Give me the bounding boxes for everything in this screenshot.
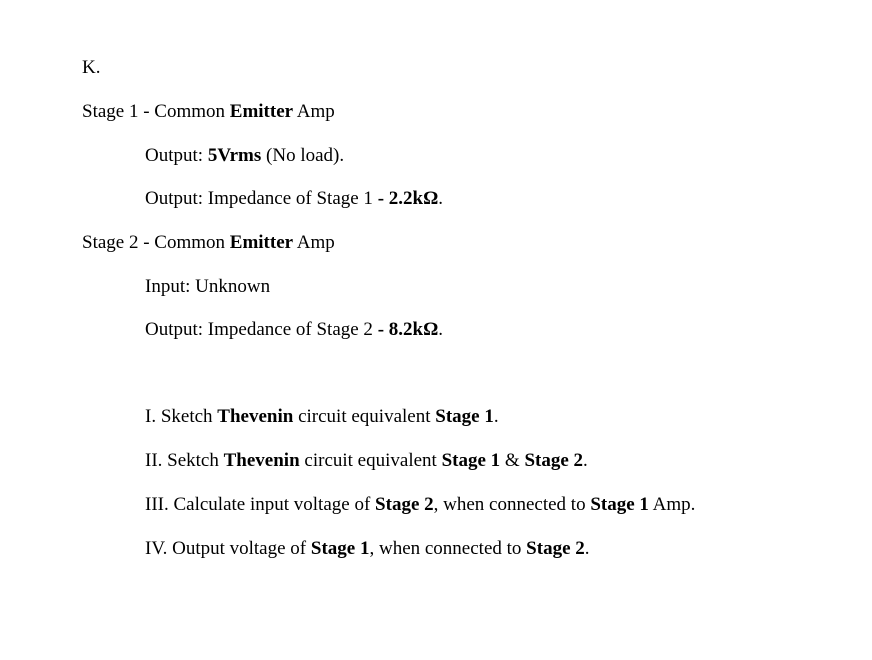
question-1: I. Sketch Thevenin circuit equivalent Stage 1. — [145, 406, 499, 427]
stage1-impedance: Output: Impedance of Stage 1 - 2.2kΩ. — [145, 188, 444, 209]
stage2-impedance: Output: Impedance of Stage 2 - 8.2kΩ. — [145, 319, 444, 340]
stage2-input: Input: Unknown — [145, 276, 271, 297]
question-4: IV. Output voltage of Stage 1, when connected to Stage 2. — [145, 538, 590, 559]
question-3: III. Calculate input voltage of Stage 2, when connected to Stage 1 Amp. — [145, 494, 696, 515]
stage1-output: Output: 5Vrms (No load). — [145, 145, 345, 166]
stage1-heading: Stage 1 - Common Emitter Amp — [82, 101, 335, 122]
problem-label: K. — [82, 57, 101, 78]
question-2: II. Sektch Thevenin circuit equivalent Stage 1 & Stage 2. — [145, 450, 588, 471]
stage2-heading: Stage 2 - Common Emitter Amp — [82, 232, 335, 253]
